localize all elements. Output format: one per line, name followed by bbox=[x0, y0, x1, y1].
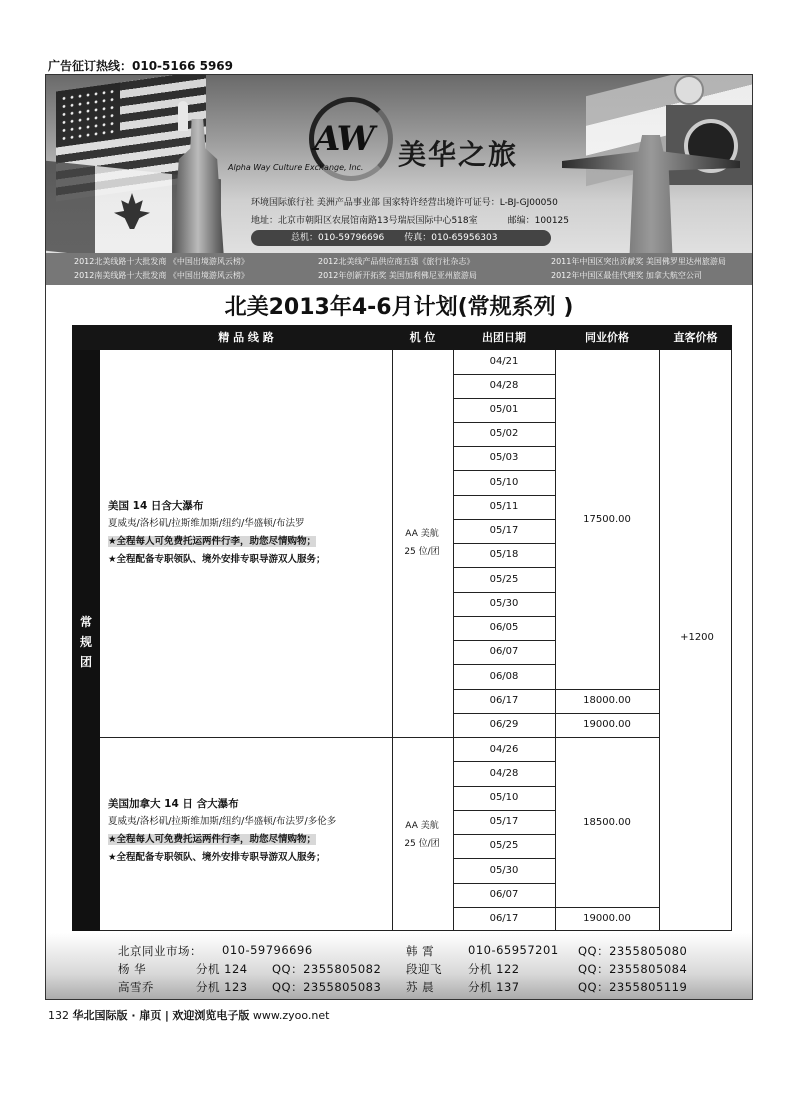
award-item: 2012年中国区最佳代理奖 加拿大航空公司 bbox=[551, 271, 702, 280]
brand-name: 美华之旅 bbox=[398, 138, 519, 171]
departure-date: 06/17 bbox=[489, 695, 519, 706]
phone-number: 总机：010-59796696 bbox=[291, 233, 385, 243]
contact-qq: QQ：2355805082 bbox=[272, 962, 382, 976]
contact-name: 苏 晨 bbox=[406, 980, 435, 994]
departure-date: 05/02 bbox=[489, 428, 519, 439]
departure-date: 04/28 bbox=[489, 380, 519, 391]
footer-divider: | bbox=[164, 1009, 169, 1022]
award-item: 2012北美线路十大批发商 《中国出境游风云榜》 bbox=[74, 257, 249, 266]
logo-subtitle: Alpha Way Culture Exchange, Inc. bbox=[228, 163, 364, 172]
address-text: 地址：北京市朝阳区农展馆南路13号瑞辰国际中心518室 bbox=[251, 216, 478, 226]
route-name: 美国加拿大 14 日 含大瀑布 bbox=[108, 798, 239, 810]
departure-date: 05/25 bbox=[489, 574, 519, 585]
category-sidebar bbox=[72, 350, 100, 931]
departure-date: 05/17 bbox=[489, 525, 519, 536]
departure-date: 05/25 bbox=[489, 840, 519, 851]
contact-bar bbox=[251, 230, 551, 246]
route-note: ★全程配备专职领队、境外安排专职导游双人服务； bbox=[108, 554, 326, 565]
departure-date: 05/03 bbox=[489, 452, 519, 463]
header-route: 精 品 线 路 bbox=[218, 331, 274, 344]
award-item: 2012南美线路十大批发商 《中国出境游风云榜》 bbox=[74, 271, 249, 280]
contact-name: 杨 华 bbox=[118, 962, 147, 976]
trade-price: 19000.00 bbox=[583, 719, 631, 730]
departure-date: 06/08 bbox=[489, 671, 519, 682]
seats-per-group: 25 位/团 bbox=[404, 547, 440, 557]
page-title: 北美2013年4-6月计划(常规系列 ) bbox=[224, 295, 574, 320]
header-direct-price: 直客价格 bbox=[673, 331, 718, 344]
category-char: 常 bbox=[79, 615, 92, 629]
route-cities: 夏威夷/洛杉矶/拉斯维加斯/纽约/华盛顿/布法罗 bbox=[108, 518, 305, 529]
logo-mark: AW bbox=[314, 119, 373, 159]
category-char: 规 bbox=[79, 635, 92, 649]
departure-date: 05/10 bbox=[489, 792, 519, 803]
route-us-canada-14-days bbox=[108, 795, 336, 867]
departure-date: 06/07 bbox=[489, 646, 519, 657]
category-label bbox=[72, 612, 100, 672]
agency-address bbox=[251, 213, 569, 226]
trade-price: 18000.00 bbox=[583, 695, 631, 706]
awards-strip bbox=[46, 253, 752, 285]
seats-per-group: 25 位/团 bbox=[404, 839, 440, 849]
contact-name: 北京同业市场： bbox=[118, 944, 202, 958]
departure-date: 05/30 bbox=[489, 865, 519, 876]
route-note: ★全程每人可免费托运两件行李，助您尽情购物； bbox=[108, 536, 317, 547]
contact-name: 高雪乔 bbox=[118, 980, 154, 994]
departure-date: 06/17 bbox=[489, 913, 519, 924]
sun-icon bbox=[674, 75, 704, 105]
contact-qq: QQ：2355805083 bbox=[272, 980, 382, 994]
departure-date: 05/18 bbox=[489, 549, 519, 560]
airline: AA 美航 bbox=[405, 529, 439, 539]
ad-hotline: 广告征订热线：010-5166 5969 bbox=[48, 59, 234, 73]
airline: AA 美航 bbox=[405, 821, 439, 831]
route-note: ★全程每人可免费托运两件行李，助您尽情购物； bbox=[108, 834, 317, 845]
contact-ext: 分机 137 bbox=[468, 980, 520, 994]
award-item: 2012年创新开拓奖 美国加利佛尼亚州旅游局 bbox=[318, 271, 477, 280]
welcome-text: 欢迎浏览电子版 bbox=[172, 1009, 250, 1022]
contact-qq: QQ：2355805080 bbox=[578, 944, 688, 958]
contact-qq: QQ：2355805084 bbox=[578, 962, 688, 976]
header-trade-price: 同业价格 bbox=[585, 331, 629, 344]
postcode: 邮编：100125 bbox=[507, 216, 569, 226]
award-item: 2011年中国区突出贡献奖 美国佛罗里达州旅游局 bbox=[551, 257, 726, 266]
category-char: 团 bbox=[79, 655, 92, 669]
contact-ext: 分机 123 bbox=[196, 980, 248, 994]
award-item: 2012北美线产品供应商五强《旅行社杂志》 bbox=[318, 257, 475, 266]
contact-phone: 010-59796696 bbox=[222, 943, 313, 957]
edition-label: 华北国际版 · 扉页 bbox=[72, 1009, 162, 1022]
contact-qq: QQ：2355805119 bbox=[578, 980, 688, 994]
departure-date: 05/17 bbox=[489, 816, 519, 827]
contact-phone: 010-65957201 bbox=[468, 943, 559, 957]
route-note: ★全程配备专职领队、境外安排专职导游双人服务； bbox=[108, 852, 326, 863]
torch-icon bbox=[178, 101, 188, 131]
contact-list bbox=[46, 933, 752, 1000]
seat-allocation bbox=[392, 525, 452, 561]
departure-date: 06/05 bbox=[489, 622, 519, 633]
departure-date: 05/01 bbox=[489, 404, 519, 415]
trade-price: 19000.00 bbox=[583, 913, 631, 924]
direct-price: +1200 bbox=[680, 632, 714, 643]
page-number: 132 bbox=[48, 1009, 69, 1022]
contact-name: 段迎飞 bbox=[406, 962, 442, 976]
departure-date: 05/11 bbox=[489, 501, 519, 512]
trade-price: 17500.00 bbox=[583, 514, 631, 525]
route-us-14-days bbox=[108, 497, 326, 569]
page-footer bbox=[48, 1007, 329, 1023]
departure-date: 04/28 bbox=[489, 768, 519, 779]
departure-date: 06/29 bbox=[489, 719, 519, 730]
header-departure-date: 出团日期 bbox=[482, 331, 526, 344]
agency-license-info: 环境国际旅行社 美洲产品事业部 国家特许经营出境许可证号：L-BJ-GJ00050 bbox=[251, 198, 558, 208]
contact-name: 韩 霄 bbox=[406, 944, 435, 958]
seat-allocation bbox=[392, 817, 452, 853]
banner bbox=[46, 75, 752, 285]
route-cities: 夏威夷/洛杉矶/拉斯维加斯/纽约/华盛顿/布法罗/多伦多 bbox=[108, 816, 337, 827]
departure-date: 04/21 bbox=[489, 356, 519, 367]
page-frame bbox=[45, 74, 753, 1000]
departure-date: 05/30 bbox=[489, 598, 519, 609]
itinerary-table bbox=[72, 325, 732, 931]
contact-ext: 分机 122 bbox=[468, 962, 520, 976]
table-header bbox=[72, 325, 732, 350]
website-link[interactable]: www.zyoo.net bbox=[252, 1009, 330, 1022]
fax-number: 传真：010-65956303 bbox=[404, 233, 498, 243]
header-seats: 机 位 bbox=[409, 331, 436, 344]
departure-date: 05/10 bbox=[489, 477, 519, 488]
departure-date: 06/07 bbox=[489, 889, 519, 900]
trade-price: 18500.00 bbox=[583, 817, 631, 828]
route-name: 美国 14 日含大瀑布 bbox=[108, 500, 204, 512]
contact-ext: 分机 124 bbox=[196, 962, 248, 976]
departure-date: 04/26 bbox=[489, 744, 519, 755]
brazil-flag-graphic bbox=[666, 105, 752, 185]
